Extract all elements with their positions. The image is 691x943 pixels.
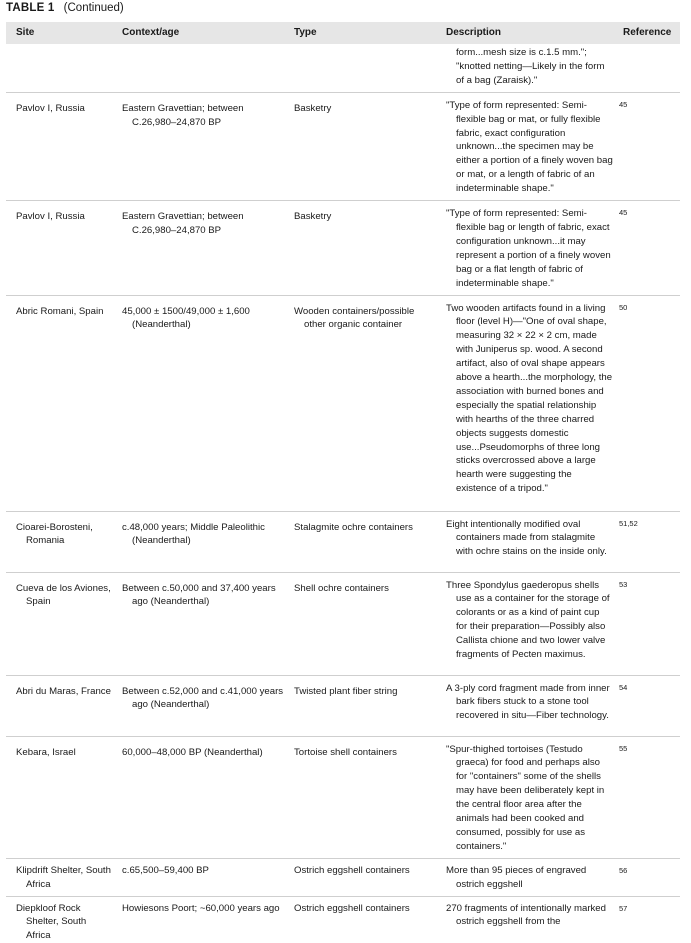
cell-site: Abric Romani, Spain	[6, 295, 112, 511]
cell-description: "Spur-thighed tortoises (Testudo graeca) for food and perhaps also for "containers" some of the shells may have been deliberately kept in the central floor area after the animals had been cooked and consumed, possibly for use as containers."	[436, 736, 613, 858]
table-caption	[6, 2, 124, 14]
cell-site: Cueva de los Aviones, Spain	[6, 572, 112, 675]
cell-description: Eight intentionally modified oval containers made from stalagmite with ochre stains on the inside only.	[436, 511, 613, 572]
table-row	[6, 896, 680, 943]
cell-site: Cioarei-Borosteni, Romania	[6, 511, 112, 572]
cell-context	[112, 44, 284, 92]
cell-description: form...mesh size is c.1.5 mm."; "knotted netting—Likely in the form of a bag (Zaraisk)."	[436, 44, 613, 92]
cell-site: Klipdrift Shelter, South Africa	[6, 858, 112, 896]
cell-context: c.48,000 years; Middle Paleolithic (Neanderthal)	[112, 511, 284, 572]
cell-reference: 55	[613, 736, 680, 858]
cell-reference: 53	[613, 572, 680, 675]
cell-reference: 54	[613, 675, 680, 736]
table-continued-note: (Continued)	[63, 2, 124, 14]
cell-reference	[613, 44, 680, 92]
table-row	[6, 572, 680, 675]
cell-type: Twisted plant fiber string	[284, 675, 436, 736]
cell-reference: 45	[613, 201, 680, 295]
cell-reference: 50	[613, 295, 680, 511]
cell-reference: 51,52	[613, 511, 680, 572]
cell-context: Howiesons Poort; ~60,000 years ago	[122, 902, 280, 914]
table-row	[6, 858, 680, 896]
header-row	[6, 22, 680, 44]
cell-description: "Type of form represented: Semi-flexible bag or length of fabric, exact configuration unknown...it may represent a portion of a finely woven bag or a flat length of fabric of indeterminable shape."	[436, 201, 613, 295]
cell-reference: 56	[613, 858, 680, 896]
cell-description: 270 fragments of intentionally marked ostrich eggshell from the	[446, 902, 606, 928]
col-header-reference: Reference	[613, 22, 680, 44]
cell-description: Three Spondylus gaederopus shells use as a container for the storage of colorants or as a kind of paint cup for their preparation—Possibly also Callista chione and two lower valve fragments of Pecten maximus.	[436, 572, 613, 675]
cell-description: Two wooden artifacts found in a living floor (level H)—"One of oval shape, measuring 32 × 22 × 2 cm, made with Juniperus sp. wood. A second artifact, also of oval shape appears above a hearth...the morphology, the association with burned bones and especially the spatial relationship with hearths of the three charred objects suggests domestic use...Pseudomorphs of three long sticks overcrossed above a large hearth were suggesting the existence of a tripod."	[436, 295, 613, 511]
cell-site: Kebara, Israel	[6, 736, 112, 858]
table-row	[6, 92, 680, 200]
cell-site: Pavlov I, Russia	[6, 201, 112, 295]
table-label: TABLE 1	[6, 2, 55, 14]
cell-description: "Type of form represented: Semi-flexible bag or mat, or fully flexible fabric, exact configuration unknown...the specimen may be either a portion of a finely woven bag or mat, or a length of fabric of an indeterminable shape."	[436, 92, 613, 200]
cell-type: Basketry	[284, 92, 436, 200]
table-row	[6, 295, 680, 511]
cell-type	[284, 44, 436, 92]
cell-description: More than 95 pieces of engraved ostrich eggshell	[436, 858, 613, 896]
cell-reference: 57	[619, 903, 628, 913]
col-header-context: Context/age	[112, 22, 284, 44]
cell-type: Shell ochre containers	[284, 572, 436, 675]
table-row	[6, 201, 680, 295]
cell-type: Tortoise shell containers	[284, 736, 436, 858]
cell-context: Eastern Gravettian; between C.26,980–24,870 BP	[112, 92, 284, 200]
cell-context: 45,000 ± 1500/49,000 ± 1,600 (Neanderthal)	[112, 295, 284, 511]
col-header-description: Description	[436, 22, 613, 44]
cell-site: Abri du Maras, France	[6, 675, 112, 736]
cell-context: Eastern Gravettian; between C.26,980–24,870 BP	[112, 201, 284, 295]
cell-type: Basketry	[284, 201, 436, 295]
cell-context: Between c.50,000 and 37,400 years ago (Neanderthal)	[112, 572, 284, 675]
cell-context: Between c.52,000 and c.41,000 years ago (Neanderthal)	[112, 675, 284, 736]
cell-type: Ostrich eggshell containers	[294, 902, 410, 914]
col-header-site: Site	[6, 22, 112, 44]
cell-type: Wooden containers/possible other organic container	[284, 295, 436, 511]
cell-context: c.65,500–59,400 BP	[112, 858, 284, 896]
table-row	[6, 44, 680, 92]
cell-type: Stalagmite ochre containers	[284, 511, 436, 572]
cell-context: 60,000–48,000 BP (Neanderthal)	[112, 736, 284, 858]
cell-description: A 3-ply cord fragment made from inner bark fibers stuck to a stone tool recovered in situ—Fiber technology.	[436, 675, 613, 736]
cell-site	[6, 44, 112, 92]
cell-site: Diepkloof Rock Shelter, South Africa	[16, 902, 87, 942]
table-row	[6, 736, 680, 858]
cell-type: Ostrich eggshell containers	[284, 858, 436, 896]
cell-site: Pavlov I, Russia	[6, 92, 112, 200]
cell-reference: 45	[613, 92, 680, 200]
data-table	[6, 22, 680, 943]
table-row	[6, 511, 680, 572]
table-row	[6, 675, 680, 736]
col-header-type: Type	[284, 22, 436, 44]
